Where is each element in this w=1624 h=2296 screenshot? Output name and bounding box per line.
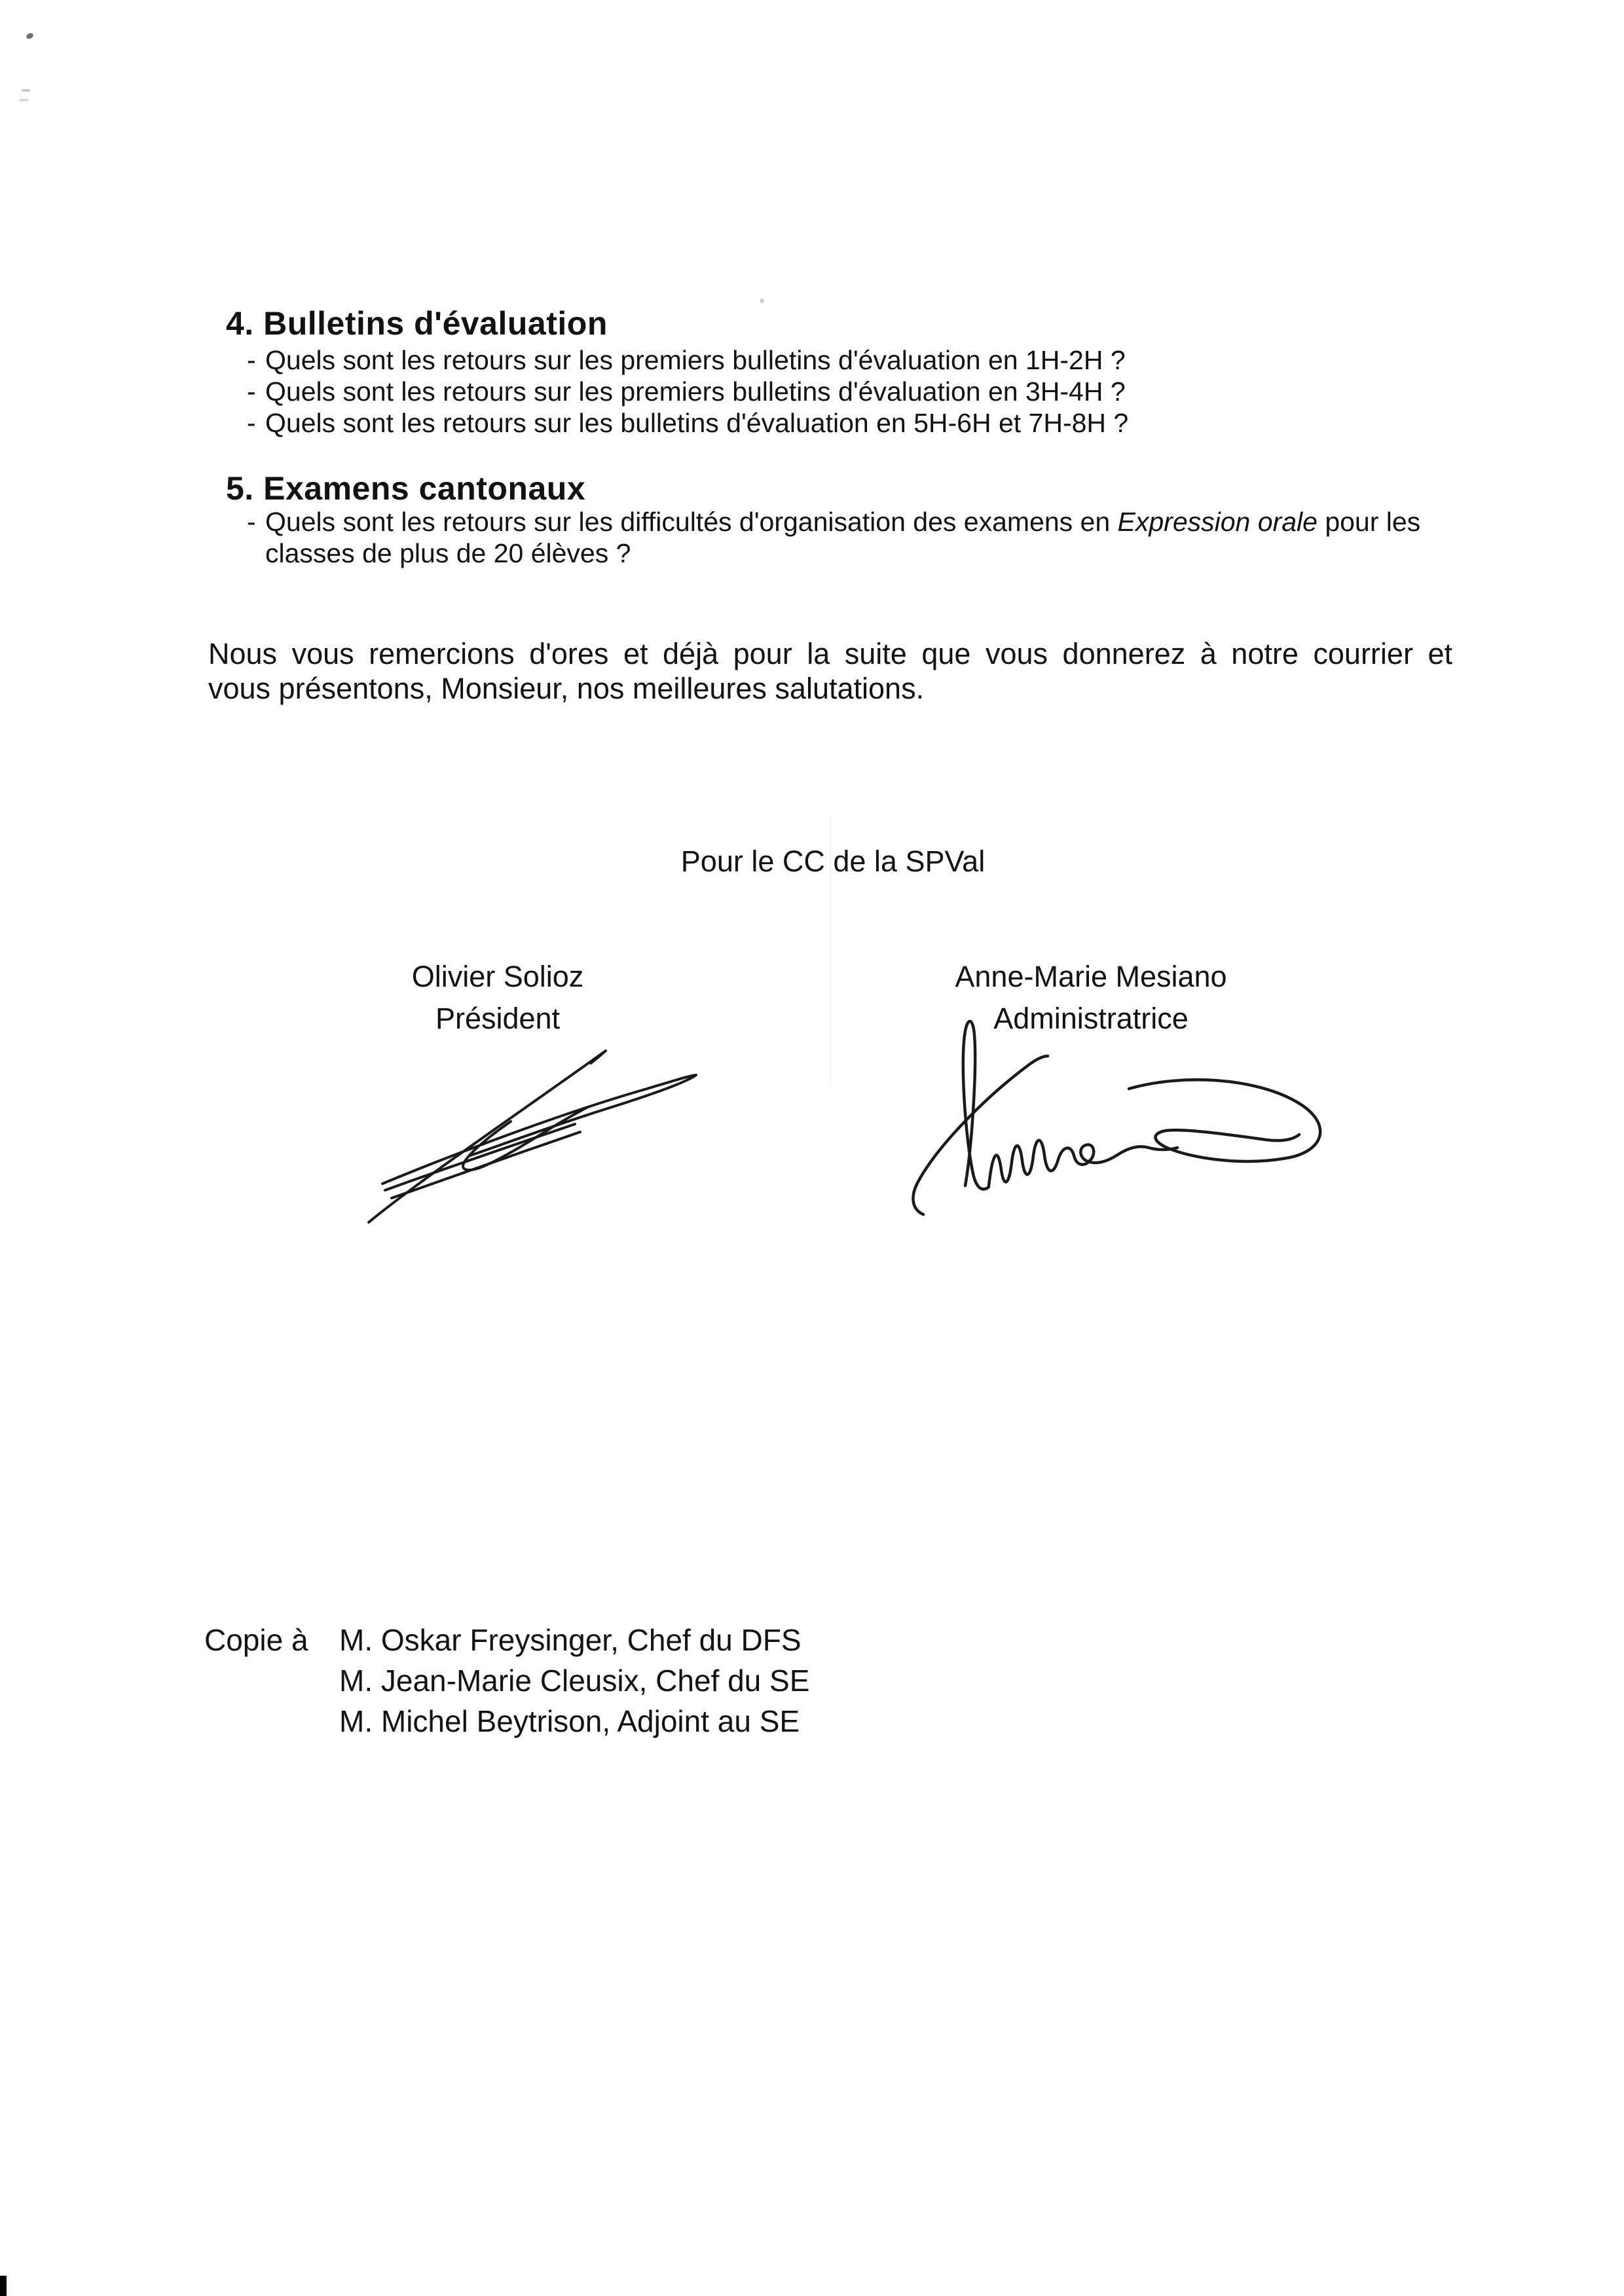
section-4-number: 4. [226, 305, 254, 342]
bullet-text [265, 506, 1420, 569]
signature-olivier-solioz [359, 1043, 699, 1230]
section-4-heading [226, 307, 608, 340]
bullet-dash: - [247, 408, 256, 438]
closing-line-1: Nous vous remercions d'ores et déjà pour la suite que vous donnerez à notre courrier et [208, 637, 1452, 670]
scan-speck [19, 99, 29, 101]
section-4-bullets [247, 344, 1128, 439]
signer-right-name: Anne-Marie Mesiano [955, 960, 1227, 993]
list-item [247, 407, 1128, 439]
scan-speck [22, 89, 30, 92]
copy-to-list [339, 1620, 809, 1741]
bullet-text: Quels sont les retours sur les premiers bulletins d'évaluation en 3H-4H ? [265, 376, 1126, 407]
signature-block-heading: Pour le CC de la SPVal [680, 845, 986, 878]
bullet-line-1-prefix: Quels sont les retours sur les difficultés d'organisation des examens en [265, 507, 1118, 537]
closing-paragraph [208, 636, 1452, 706]
closing-line-2: vous présentons, Monsieur, nos meilleures salutations. [208, 672, 925, 705]
signer-left-title: Président [435, 1002, 561, 1035]
bullet-text: Quels sont les retours sur les bulletins d'évaluation en 5H-6H et 7H-8H ? [265, 408, 1129, 438]
copy-recipient: M. Jean-Marie Cleusix, Chef du SE [339, 1664, 810, 1698]
bullet-dash: - [247, 507, 256, 537]
signer-left [334, 956, 661, 1040]
scan-edge-mark [0, 2276, 7, 2296]
list-item [247, 506, 1465, 569]
bullet-line-1 [265, 506, 1420, 538]
bullet-line-2: classes de plus de 20 élèves ? [265, 538, 631, 568]
section-5-title: Examens cantonaux [263, 470, 586, 507]
bullet-text: Quels sont les retours sur les premiers bulletins d'évaluation en 1H-2H ? [265, 345, 1126, 375]
signer-left-name: Olivier Solioz [411, 960, 584, 993]
section-5-number: 5. [226, 470, 254, 507]
section-5-bullets [247, 506, 1465, 569]
bullet-dash: - [247, 345, 256, 375]
section-5-heading [226, 472, 585, 505]
bullet-dash: - [247, 376, 256, 407]
copy-recipient: M. Michel Beytrison, Adjoint au SE [339, 1704, 800, 1738]
section-4-title: Bulletins d'évaluation [263, 305, 608, 342]
bullet-line-1-italic: Expression orale [1117, 507, 1318, 537]
bullet-line-1-suffix: pour les [1317, 507, 1421, 537]
scan-speck [760, 299, 764, 303]
signature-anne-marie-mesiano [909, 1010, 1335, 1220]
signer-right-title: Administratrice [993, 1002, 1189, 1035]
list-item [247, 344, 1128, 376]
list-item [247, 376, 1128, 407]
scan-speck [26, 32, 34, 40]
copy-recipient: M. Oskar Freysinger, Chef du DFS [339, 1623, 802, 1657]
copy-to-label: Copie à [204, 1623, 308, 1657]
